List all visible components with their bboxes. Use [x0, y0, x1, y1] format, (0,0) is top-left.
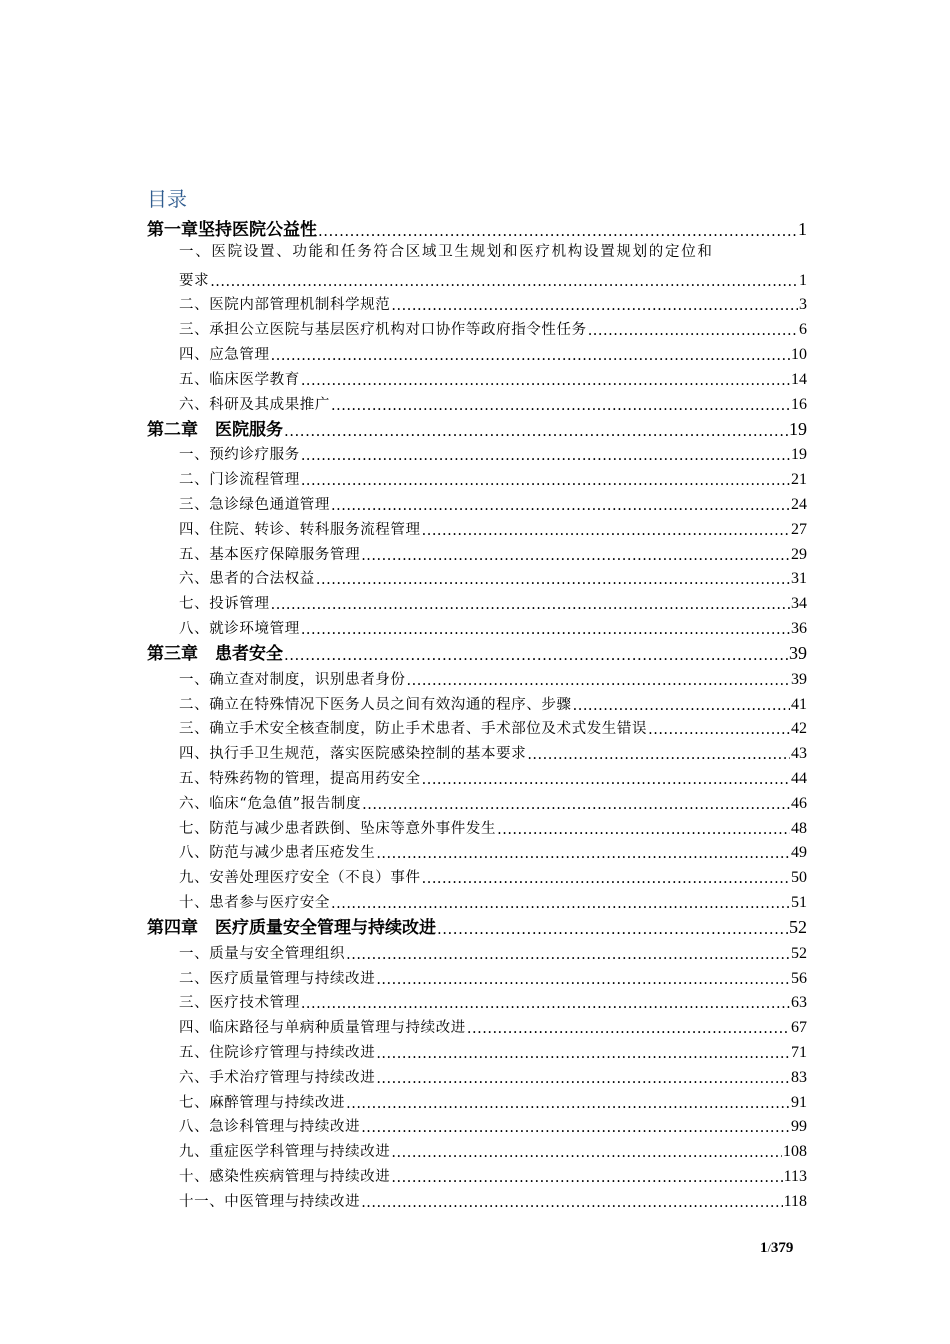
toc-page-number: 24	[791, 495, 807, 513]
toc-entry[interactable]	[147, 664, 807, 689]
toc-page-number: 29	[791, 545, 807, 563]
toc-page-number: 56	[791, 969, 807, 987]
toc-entry-label: 一、确立查对制度，识别患者身份	[179, 671, 406, 688]
toc-entry[interactable]	[147, 314, 807, 339]
toc-entry-label: 九、重症医学科管理与持续改进	[179, 1144, 391, 1161]
toc-entry-label: 九、安善处理医疗安全（不良）事件	[179, 870, 421, 887]
toc-chapter[interactable]	[147, 912, 807, 938]
toc-entry[interactable]	[147, 1136, 807, 1161]
toc-page-number: 42	[791, 720, 807, 738]
toc-entry-label: 七、麻醉管理与持续改进	[179, 1094, 346, 1111]
toc-entry[interactable]	[147, 738, 807, 763]
toc-page-number: 27	[791, 520, 807, 538]
dot-leader	[422, 772, 790, 788]
dot-leader	[301, 996, 790, 1012]
toc-entry-label: 四、住院、转诊、转科服务流程管理	[179, 521, 421, 538]
toc-page-number: 83	[791, 1068, 807, 1086]
toc-entry[interactable]	[147, 613, 807, 638]
toc-entry-label: 八、急诊科管理与持续改进	[179, 1119, 361, 1136]
toc-entry-label: 四、临床路径与单病种质量管理与持续改进	[179, 1020, 466, 1037]
toc-page-number: 118	[783, 1192, 807, 1210]
dot-leader	[361, 548, 790, 564]
dot-leader	[422, 523, 790, 539]
toc-entry-label: 一、质量与安全管理组织	[179, 945, 346, 962]
toc-page-number: 39	[789, 642, 807, 663]
toc-entry[interactable]	[147, 763, 807, 788]
dot-leader	[331, 498, 790, 514]
toc-entry-label: 三、医疗技术管理	[179, 995, 300, 1012]
dot-leader	[376, 846, 790, 862]
toc-entry-line[interactable]: 一、医院设置、功能和任务符合区域卫生规划和医疗机构设置规划的定位和	[179, 244, 714, 260]
toc-entry-label: 五、住院诊疗管理与持续改进	[179, 1044, 376, 1061]
toc-entry[interactable]	[147, 714, 807, 739]
toc-entry[interactable]	[147, 887, 807, 912]
toc-page-number: 16	[791, 395, 807, 413]
dot-leader	[391, 298, 798, 314]
dot-leader	[271, 597, 790, 613]
page-separator: /	[767, 1241, 771, 1255]
toc-entry-label: 第一章坚持医院公益性	[147, 220, 317, 240]
toc-page-number: 51	[791, 893, 807, 911]
toc-entry-label: 五、基本医疗保障服务管理	[179, 546, 361, 563]
toc-page-number: 71	[791, 1043, 807, 1061]
dot-leader	[573, 698, 790, 714]
toc-page-number: 6	[799, 321, 807, 339]
toc-page-number: 49	[791, 844, 807, 862]
toc-entry[interactable]	[147, 564, 807, 589]
toc-page-number: 21	[791, 471, 807, 489]
dot-leader	[301, 448, 790, 464]
toc-entry[interactable]	[147, 364, 807, 389]
toc-entry[interactable]	[147, 539, 807, 564]
dot-leader	[407, 673, 791, 689]
dot-leader	[210, 274, 798, 290]
toc-entry-label: 五、临床医学教育	[179, 371, 300, 388]
toc-entry-label: 六、临床“危急值”报告制度	[179, 795, 362, 812]
toc-entry-label: 六、科研及其成果推广	[179, 396, 330, 413]
toc-page-number: 41	[791, 695, 807, 713]
toc-page-number: 19	[791, 446, 807, 464]
toc-page-number: 1	[799, 271, 807, 289]
toc-page-number: 52	[791, 944, 807, 962]
toc-entry-label: 二、确立在特殊情况下医务人员之间有效沟通的程序、步骤	[179, 696, 572, 713]
toc-title: 目录	[147, 187, 187, 211]
dot-leader	[271, 348, 790, 364]
toc-page-number: 52	[789, 916, 807, 937]
toc-entry-label: 二、门诊流程管理	[179, 472, 300, 489]
page-number	[760, 1240, 793, 1257]
toc-page-number: 14	[791, 370, 807, 388]
toc-entry-label: 三、承担公立医院与基层医疗机构对口协作等政府指令性任务	[179, 322, 587, 339]
toc-entry[interactable]	[147, 1062, 807, 1087]
toc-page-number: 39	[791, 670, 807, 688]
toc-entry[interactable]	[147, 988, 807, 1013]
toc-entry[interactable]	[147, 963, 807, 988]
dot-leader	[316, 572, 790, 588]
toc-entry[interactable]	[147, 1112, 807, 1137]
dot-leader	[376, 1071, 790, 1087]
toc-entry[interactable]	[147, 813, 807, 838]
dot-leader	[648, 722, 790, 738]
toc-entry-label: 六、手术治疗管理与持续改进	[179, 1069, 376, 1086]
toc-entry-label: 第二章 医院服务	[147, 419, 283, 440]
toc-entry-label: 八、就诊环境管理	[179, 620, 300, 637]
toc-entry[interactable]	[147, 265, 807, 290]
toc-page-number: 34	[791, 595, 807, 613]
toc-entry[interactable]	[147, 290, 807, 315]
toc-entry[interactable]	[147, 489, 807, 514]
toc-entry-label: 三、急诊绿色通道管理	[179, 496, 330, 513]
toc-entry-label: 二、医院内部管理机制科学规范	[179, 297, 391, 314]
toc-entry-label: 一、预约诊疗服务	[179, 447, 300, 464]
toc-entry[interactable]	[147, 938, 807, 963]
toc-page-number: 48	[791, 819, 807, 837]
toc-entry[interactable]	[147, 1161, 807, 1186]
toc-entry-label: 十一、中医管理与持续改进	[179, 1193, 361, 1210]
toc-entry[interactable]	[147, 862, 807, 887]
toc-entry[interactable]	[147, 1087, 807, 1112]
dot-leader	[467, 1021, 790, 1037]
toc-page-number: 19	[789, 418, 807, 439]
toc-entry[interactable]	[147, 588, 807, 613]
toc-entry[interactable]	[147, 788, 807, 813]
table-of-contents	[147, 214, 807, 1211]
dot-leader	[331, 896, 790, 912]
toc-page-number: 3	[799, 296, 807, 314]
dot-leader	[318, 222, 797, 240]
current-page: 1	[760, 1240, 768, 1256]
dot-leader	[331, 398, 790, 414]
toc-page-number: 63	[791, 994, 807, 1012]
dot-leader	[588, 323, 798, 339]
dot-leader	[391, 1170, 782, 1186]
dot-leader	[376, 972, 790, 988]
dot-leader	[391, 1145, 782, 1161]
toc-page-number: 67	[791, 1019, 807, 1037]
dot-leader	[301, 473, 790, 489]
toc-entry[interactable]	[147, 1012, 807, 1037]
dot-leader	[527, 747, 790, 763]
toc-entry[interactable]	[147, 838, 807, 863]
toc-entry-label: 二、医疗质量管理与持续改进	[179, 970, 376, 987]
toc-entry[interactable]	[147, 389, 807, 414]
dot-leader	[346, 1096, 790, 1112]
toc-entry[interactable]	[147, 440, 807, 465]
toc-entry[interactable]	[147, 689, 807, 714]
dot-leader	[346, 947, 790, 963]
toc-entry-label: 六、患者的合法权益	[179, 571, 315, 588]
dot-leader	[361, 1195, 782, 1211]
dot-leader	[284, 646, 788, 664]
toc-entry[interactable]	[147, 464, 807, 489]
total-pages: 379	[770, 1240, 794, 1256]
toc-entry-label: 三、确立手术安全核查制度，防止手术患者、手术部位及术式发生错误	[179, 721, 648, 738]
toc-page-number: 99	[791, 1118, 807, 1136]
dot-leader	[376, 1046, 790, 1062]
toc-chapter[interactable]	[147, 214, 807, 240]
toc-entry-label: 五、特殊药物的管理，提高用药安全	[179, 770, 421, 787]
toc-entry[interactable]	[147, 1037, 807, 1062]
toc-entry-label: 八、防范与减少患者压疮发生	[179, 845, 376, 862]
toc-entry-label: 第四章 医疗质量安全管理与持续改进	[147, 917, 436, 938]
toc-page-number: 113	[783, 1167, 807, 1185]
toc-page-number: 108	[783, 1143, 807, 1161]
toc-entry[interactable]	[147, 514, 807, 539]
toc-entry[interactable]	[147, 339, 807, 364]
toc-page-number: 44	[791, 769, 807, 787]
toc-page-number: 36	[791, 619, 807, 637]
toc-chapter[interactable]	[147, 638, 807, 664]
toc-chapter[interactable]	[147, 414, 807, 440]
toc-entry-label: 四、应急管理	[179, 346, 270, 363]
toc-entry-label: 第三章 患者安全	[147, 643, 283, 664]
toc-page-number: 10	[791, 345, 807, 363]
toc-entry-label: 十、感染性疾病管理与持续改进	[179, 1168, 391, 1185]
toc-page-number: 43	[791, 745, 807, 763]
dot-leader	[301, 373, 790, 389]
dot-leader	[284, 422, 788, 440]
dot-leader	[437, 920, 788, 938]
toc-entry[interactable]	[147, 1186, 807, 1211]
toc-entry-label: 七、投诉管理	[179, 596, 270, 613]
toc-page-number: 31	[791, 570, 807, 588]
toc-page-number: 46	[791, 794, 807, 812]
toc-entry-label: 十、患者参与医疗安全	[179, 894, 330, 911]
toc-page-number: 91	[791, 1093, 807, 1111]
toc-page-number: 1	[798, 219, 807, 239]
dot-leader	[301, 622, 790, 638]
dot-leader	[362, 797, 790, 813]
dot-leader	[497, 822, 790, 838]
toc-entry-label: 七、防范与减少患者跌倒、坠床等意外事件发生	[179, 820, 497, 837]
toc-entry-label: 四、执行手卫生规范，落实医院感染控制的基本要求	[179, 746, 527, 763]
dot-leader	[422, 871, 790, 887]
toc-page-number: 50	[791, 869, 807, 887]
dot-leader	[361, 1120, 790, 1136]
toc-entry-label: 要求	[179, 272, 210, 289]
